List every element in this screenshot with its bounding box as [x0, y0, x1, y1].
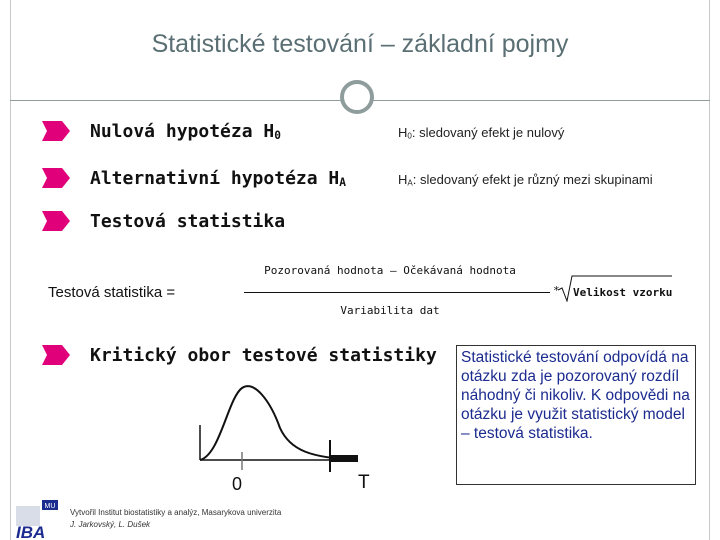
distribution-curve	[180, 370, 380, 500]
svg-text:MU: MU	[44, 503, 56, 510]
alt-hypothesis-heading: Alternativní hypotéza $H_A$	[90, 168, 346, 190]
fraction-bar	[244, 292, 550, 293]
credit-line-1: Vytvořil Institut biostatistiky a analýz, Masarykova univerzita	[70, 508, 282, 517]
alt-hypothesis-desc: $H_A$: sledovaný efekt je různý mezi skupinami	[398, 172, 653, 188]
formula-sqrt-term: Velikost vzorku	[573, 286, 673, 299]
formula-numerator: Pozorovaná hodnota – Očekávaná hodnota	[264, 264, 516, 277]
svg-text:IBA: IBA	[16, 523, 46, 540]
bullet-arrow-icon	[40, 168, 70, 188]
null-hypothesis-desc: $H_0$: sledovaný efekt je nulový	[398, 125, 565, 141]
bullet-arrow-icon	[40, 121, 70, 141]
info-box: Statistické testování odpovídá na otázku zda je pozorovaný rozdíl náhodný či nikoliv. K odpovědi na otázku je využit statistický model – testová statistika.	[456, 345, 696, 485]
formula-lhs: Testová statistika =	[48, 284, 176, 301]
null-hypothesis-heading: Nulová hypotéza $H_0$	[90, 121, 281, 143]
curve-zero-label: 0	[232, 474, 243, 494]
formula-denominator: Variabilita dat	[340, 304, 440, 317]
bullet-arrow-icon	[40, 345, 70, 365]
credit-line-2: J. Jarkovský, L. Dušek	[70, 520, 151, 529]
critical-region-heading: Kritický obor testové statistiky	[90, 345, 437, 366]
iba-logo	[14, 498, 60, 540]
curve-t-label: T	[358, 472, 370, 493]
bullet-arrow-icon	[40, 211, 70, 231]
divider-ring-icon	[340, 80, 374, 114]
test-statistic-heading: Testová statistika	[90, 211, 286, 232]
slide-title: Statistické testování – základní pojmy	[151, 30, 569, 58]
formula-multiply: *	[553, 284, 560, 297]
